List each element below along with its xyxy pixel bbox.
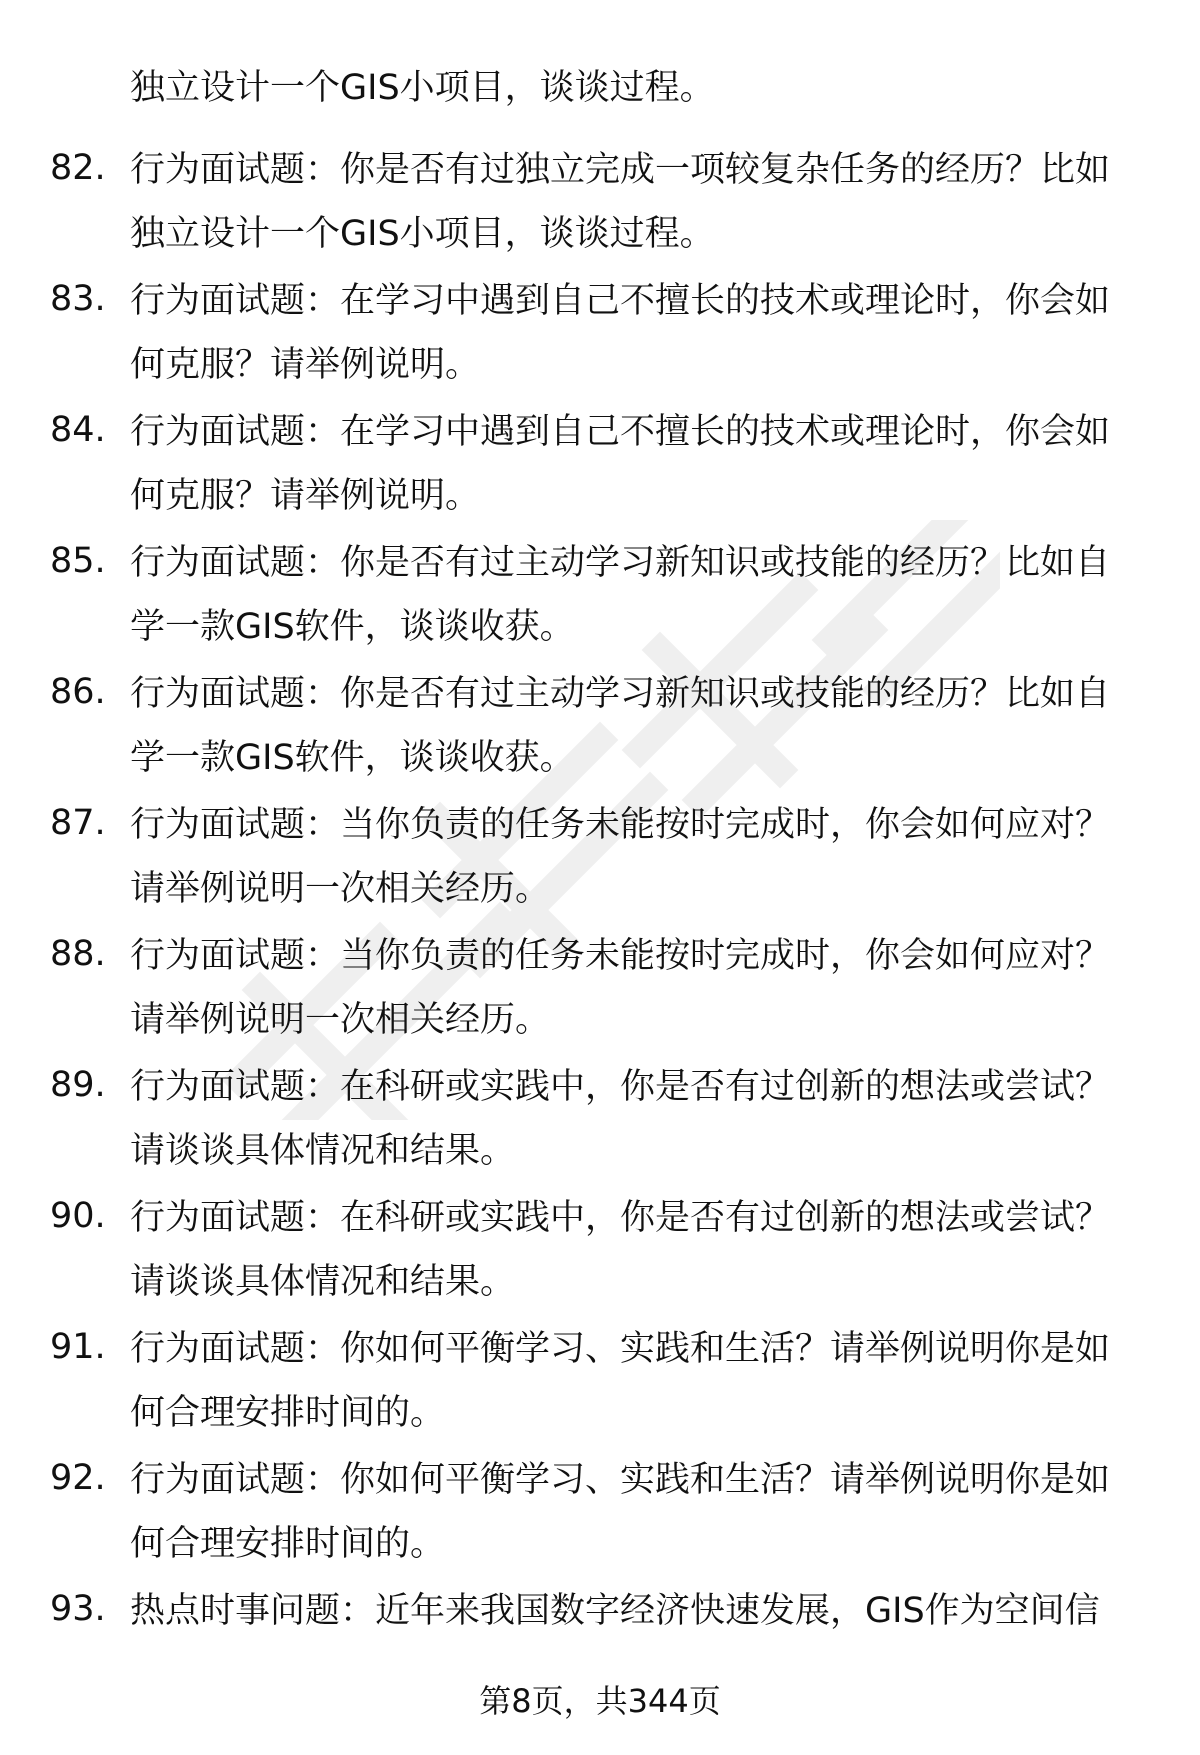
question-number: 88. xyxy=(50,934,106,974)
question-number: 87. xyxy=(50,803,106,843)
question-text: 热点时事问题：近年来我国数字经济快速发展，GIS作为空间信 xyxy=(130,1591,1100,1631)
question-text: 行为面试题：当你负责的任务未能按时完成时，你会如何应对？请举例说明一次相关经历。 xyxy=(130,936,1111,1040)
question-text: 行为面试题：当你负责的任务未能按时完成时，你会如何应对？请举例说明一次相关经历。 xyxy=(130,805,1111,909)
question-item xyxy=(50,1448,1150,1579)
question-item xyxy=(50,1317,1150,1448)
question-text: 行为面试题：你如何平衡学习、实践和生活？请举例说明你是如何合理安排时间的。 xyxy=(130,1460,1111,1564)
question-text: 行为面试题：在学习中遇到自己不擅长的技术或理论时，你会如何克服？请举例说明。 xyxy=(130,281,1111,385)
question-item xyxy=(50,138,1150,269)
question-number: 84. xyxy=(50,410,106,450)
question-number: 89. xyxy=(50,1065,106,1105)
question-number: 83. xyxy=(50,279,106,319)
question-item xyxy=(50,400,1150,531)
question-number: 82. xyxy=(50,148,106,188)
question-item xyxy=(50,1186,1150,1317)
question-item xyxy=(50,269,1150,400)
question-text: 行为面试题：你如何平衡学习、实践和生活？请举例说明你是如何合理安排时间的。 xyxy=(130,1329,1111,1433)
question-number: 92. xyxy=(50,1458,106,1498)
question-text: 行为面试题：你是否有过主动学习新知识或技能的经历？比如自学一款GIS软件，谈谈收获。 xyxy=(130,543,1111,647)
question-number: 91. xyxy=(50,1327,106,1367)
continued-question-text: 独立设计一个GIS小项目，谈谈过程。 xyxy=(130,68,715,108)
question-text: 行为面试题：在科研或实践中，你是否有过创新的想法或尝试？请谈谈具体情况和结果。 xyxy=(130,1198,1111,1302)
page-footer: 第8页，共344页 xyxy=(479,1682,721,1720)
question-number: 86. xyxy=(50,672,106,712)
question-item xyxy=(50,531,1150,662)
question-item xyxy=(50,662,1150,793)
question-text: 行为面试题：你是否有过独立完成一项较复杂任务的经历？比如独立设计一个GIS小项目，谈谈过程。 xyxy=(130,150,1111,254)
question-item xyxy=(50,1055,1150,1186)
question-number: 85. xyxy=(50,541,106,581)
question-item xyxy=(50,793,1150,924)
question-item xyxy=(50,924,1150,1055)
question-text: 行为面试题：在学习中遇到自己不擅长的技术或理论时，你会如何克服？请举例说明。 xyxy=(130,412,1111,516)
question-number: 90. xyxy=(50,1196,106,1236)
question-number: 93. xyxy=(50,1589,106,1629)
question-text: 行为面试题：你是否有过主动学习新知识或技能的经历？比如自学一款GIS软件，谈谈收获。 xyxy=(130,674,1111,778)
question-text: 行为面试题：在科研或实践中，你是否有过创新的想法或尝试？请谈谈具体情况和结果。 xyxy=(130,1067,1111,1171)
question-list xyxy=(50,138,1150,1710)
